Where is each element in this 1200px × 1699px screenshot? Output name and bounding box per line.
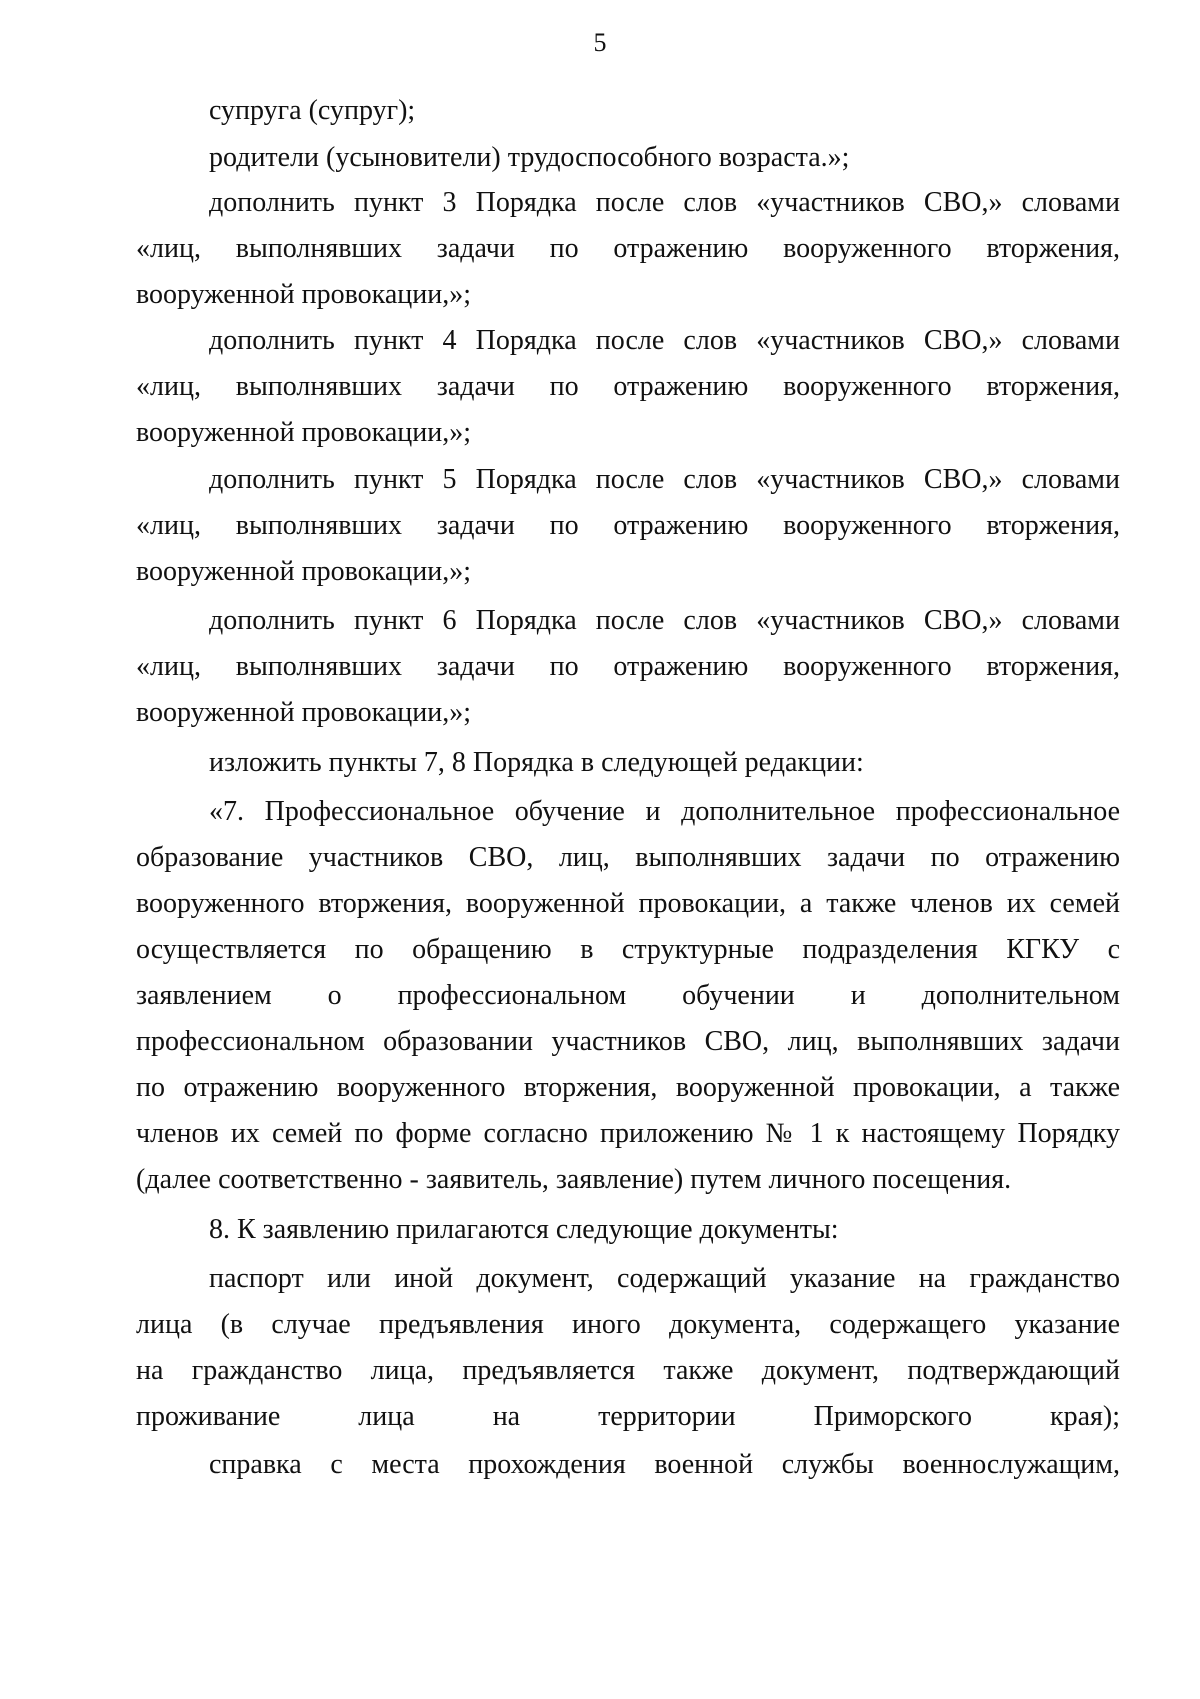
text-line: вооруженной провокации,»; xyxy=(136,697,472,728)
text-line: профессиональном образовании участников СВО, лиц, выполнявших задачи xyxy=(136,1026,1120,1057)
text-line: дополнить пункт 4 Порядка после слов «участников СВО,» словами xyxy=(209,325,1120,356)
text-line: осуществляется по обращению в структурные подразделения КГКУ с xyxy=(136,934,1120,965)
text-line: «лиц, выполнявших задачи по отражению вооруженного вторжения, xyxy=(136,510,1120,541)
text-line: образование участников СВО, лиц, выполнявших задачи по отражению xyxy=(136,842,1120,873)
text-line: изложить пункты 7, 8 Порядка в следующей редакции: xyxy=(209,747,864,778)
text-line: дополнить пункт 6 Порядка после слов «участников СВО,» словами xyxy=(209,605,1120,636)
text-line: на гражданство лица, предъявляется также документ, подтверждающий xyxy=(136,1355,1120,1386)
text-line: проживание лица на территории Приморского края); xyxy=(136,1401,1120,1432)
text-line: (далее соответственно - заявитель, заявление) путем личного посещения. xyxy=(136,1164,1012,1195)
text-line: вооруженной провокации,»; xyxy=(136,417,472,448)
text-line: «лиц, выполнявших задачи по отражению вооруженного вторжения, xyxy=(136,651,1120,682)
text-line: дополнить пункт 5 Порядка после слов «участников СВО,» словами xyxy=(209,464,1120,495)
text-line: по отражению вооруженного вторжения, вооруженной провокации, а также xyxy=(136,1072,1120,1103)
text-line: паспорт или иной документ, содержащий указание на гражданство xyxy=(209,1263,1120,1294)
text-line: заявлением о профессиональном обучении и дополнительном xyxy=(136,980,1120,1011)
text-line: «7. Профессиональное обучение и дополнительное профессиональное xyxy=(209,796,1120,827)
text-line: вооруженной провокации,»; xyxy=(136,279,472,310)
page-number: 5 xyxy=(593,28,607,57)
text-line: справка с места прохождения военной службы военнослужащим, xyxy=(209,1449,1120,1480)
text-line: родители (усыновители) трудоспособного возраста.»; xyxy=(209,142,850,173)
text-line: вооруженного вторжения, вооруженной провокации, а также членов их семей xyxy=(136,888,1120,919)
text-line: супруга (супруг); xyxy=(209,95,416,126)
text-line: членов их семей по форме согласно приложению № 1 к настоящему Порядку xyxy=(136,1118,1120,1149)
text-line: 8. К заявлению прилагаются следующие документы: xyxy=(209,1214,839,1245)
text-line: вооруженной провокации,»; xyxy=(136,556,472,587)
text-line: лица (в случае предъявления иного документа, содержащего указание xyxy=(136,1309,1120,1340)
text-line: дополнить пункт 3 Порядка после слов «участников СВО,» словами xyxy=(209,187,1120,218)
text-line: «лиц, выполнявших задачи по отражению вооруженного вторжения, xyxy=(136,371,1120,402)
text-line: «лиц, выполнявших задачи по отражению вооруженного вторжения, xyxy=(136,233,1120,264)
